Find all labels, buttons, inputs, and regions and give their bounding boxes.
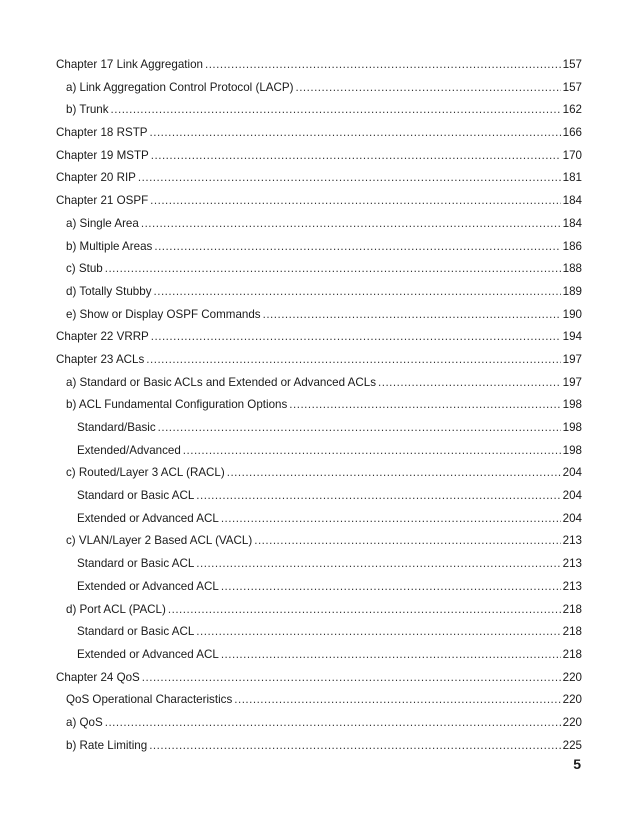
toc-entry[interactable] [56,576,582,599]
toc-entry-title: Chapter 22 VRRP [56,330,149,344]
toc-entry-title: b) Multiple Areas [66,239,153,253]
toc-entry-title: Extended or Advanced ACL [77,579,219,593]
toc-entry-title: d) Totally Stubby [66,284,152,298]
dot-leader [138,167,561,190]
toc-entry[interactable] [56,508,582,531]
toc-entry-title: Standard or Basic ACL [77,625,195,639]
toc-entry-title: Chapter 21 OSPF [56,194,149,208]
toc-entry-page: 162 [562,103,582,117]
toc-entry-page: 197 [562,375,582,389]
toc-entry[interactable] [56,735,582,758]
toc-entry-page: 198 [562,398,582,412]
dot-leader [183,440,561,463]
toc-entry[interactable] [56,667,582,690]
toc-entry-page: 190 [562,307,582,321]
dot-leader [146,349,560,372]
toc-entry-title: c) Routed/Layer 3 ACL (RACL) [66,466,225,480]
toc-entry-page: 184 [562,216,582,230]
toc-entry[interactable] [56,485,582,508]
dot-leader [295,77,560,100]
toc-entry[interactable] [56,621,582,644]
toc-entry[interactable] [56,349,582,372]
toc-entry-title: Chapter 18 RSTP [56,126,148,140]
toc-entry-page: 204 [562,489,582,503]
toc-entry[interactable] [56,99,582,122]
toc-entry-page: 204 [562,511,582,525]
dot-leader [168,599,561,622]
toc-entry[interactable] [56,145,582,168]
toc-entry-title: c) VLAN/Layer 2 Based ACL (VACL) [66,534,253,548]
toc-entry-title: a) QoS [66,715,103,729]
toc-entry[interactable] [56,213,582,236]
toc-entry[interactable] [56,644,582,667]
toc-entry[interactable] [56,372,582,395]
toc-entry-title: e) Show or Display OSPF Commands [66,307,261,321]
dot-leader [221,508,561,531]
toc-entry[interactable] [56,54,582,77]
toc-entry-page: 220 [562,715,582,729]
dot-leader [105,712,561,735]
toc-entry-page: 189 [562,284,582,298]
dot-leader [142,667,561,690]
dot-leader [227,462,561,485]
toc-entry-page: 198 [562,443,582,457]
dot-leader [254,530,560,553]
toc-entry-title: Chapter 17 Link Aggregation [56,58,203,71]
toc-entry-title: Chapter 23 ACLs [56,352,145,366]
toc-entry[interactable] [56,712,582,735]
dot-leader [151,326,561,349]
toc-entry[interactable] [56,77,582,100]
dot-leader [289,394,560,417]
toc-entry[interactable] [56,530,582,553]
toc-entry[interactable] [56,440,582,463]
dot-leader [150,122,561,145]
dot-leader [378,372,561,395]
page-number: 5 [573,756,581,772]
toc-entry-page: 198 [562,421,582,434]
toc-entry-title: d) Port ACL (PACL) [66,602,166,616]
table-of-contents [56,54,582,757]
dot-leader [149,735,560,758]
toc-entry-page: 170 [562,148,582,162]
toc-entry[interactable] [56,304,582,327]
toc-entry[interactable] [56,417,582,440]
toc-entry-page: 220 [562,693,582,707]
toc-entry-title: Standard or Basic ACL [77,557,195,571]
toc-entry[interactable] [56,281,582,304]
toc-entry-page: 181 [562,171,582,185]
toc-entry-title: Extended or Advanced ACL [77,647,219,661]
toc-entry-title: b) Rate Limiting [66,738,148,752]
toc-entry-page: 225 [562,738,582,752]
dot-leader [263,304,561,327]
toc-entry[interactable] [56,689,582,712]
toc-entry-page: 186 [562,239,582,253]
toc-entry-title: Extended or Advanced ACL [77,511,219,525]
toc-entry-title: b) Trunk [66,103,109,117]
toc-entry[interactable] [56,236,582,259]
toc-entry-title: a) Standard or Basic ACLs and Extended or Advanced ACLs [66,375,377,389]
dot-leader [151,145,561,168]
dot-leader [205,54,561,77]
toc-entry-page: 157 [562,80,582,94]
toc-entry-title: c) Stub [66,262,103,276]
dot-leader [111,99,561,122]
toc-entry-title: Extended/Advanced [77,443,181,457]
dot-leader [154,236,560,259]
dot-leader [141,213,561,236]
toc-entry[interactable] [56,553,582,576]
toc-entry-page: 188 [562,262,582,276]
toc-entry-page: 218 [562,602,582,616]
toc-entry-page: 220 [562,670,582,684]
toc-entry[interactable] [56,462,582,485]
toc-entry-title: a) Single Area [66,216,139,230]
toc-entry-title: Standard or Basic ACL [77,489,195,503]
dot-leader [196,485,560,508]
toc-entry-page: 157 [562,58,582,71]
toc-entry-title: b) ACL Fundamental Configuration Options [66,398,288,412]
toc-entry-page: 218 [562,647,582,661]
toc-entry-title: Chapter 24 QoS [56,670,140,684]
toc-entry[interactable] [56,167,582,190]
toc-entry[interactable] [56,599,582,622]
dot-leader [105,258,561,281]
dot-leader [196,621,560,644]
toc-entry[interactable] [56,394,582,417]
toc-entry-page: 218 [562,625,582,639]
toc-entry-page: 213 [562,534,582,548]
toc-entry-page: 213 [562,579,582,593]
toc-entry-page: 194 [562,330,582,344]
toc-entry-page: 166 [562,126,582,140]
toc-entry-title: Standard/Basic [77,421,156,434]
toc-entry[interactable] [56,258,582,281]
toc-entry[interactable] [56,122,582,145]
toc-entry-page: 197 [562,352,582,366]
dot-leader [158,417,561,440]
toc-entry-title: a) Link Aggregation Control Protocol (LACP) [66,80,294,94]
dot-leader [234,689,560,712]
toc-entry-title: Chapter 19 MSTP [56,148,149,162]
toc-entry-page: 204 [562,466,582,480]
dot-leader [221,576,561,599]
toc-entry-title: QoS Operational Characteristics [66,693,233,707]
toc-entry[interactable] [56,326,582,349]
toc-entry-page: 213 [562,557,582,571]
dot-leader [196,553,560,576]
dot-leader [154,281,561,304]
toc-entry-page: 184 [562,194,582,208]
dot-leader [221,644,561,667]
toc-entry[interactable] [56,190,582,213]
dot-leader [150,190,561,213]
toc-entry-title: Chapter 20 RIP [56,171,136,185]
